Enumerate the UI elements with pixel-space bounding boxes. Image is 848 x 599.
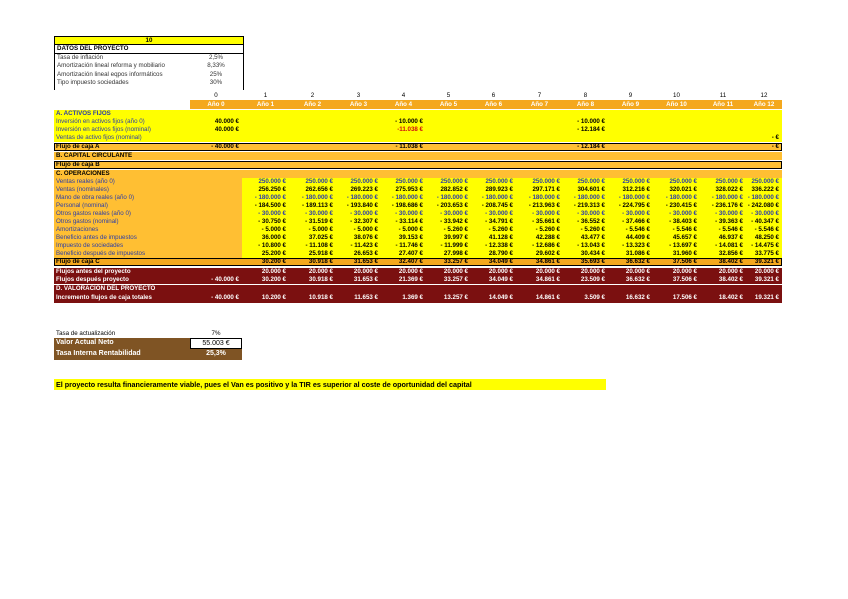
row-bg-flujo_b: [54, 161, 782, 169]
row-value: - 40.347 €: [746, 218, 782, 226]
row-value: 45.657 €: [653, 234, 700, 242]
period-number: 4: [401, 92, 406, 99]
van-value: 55.003 €: [190, 338, 242, 349]
row-value: 328.022 €: [700, 186, 746, 194]
row-value: - 184.500 €: [242, 202, 289, 210]
row-label: Flujos antes del proyecto: [56, 268, 131, 275]
row-value: - 11.423 €: [336, 242, 381, 250]
row-value: 37.025 €: [289, 234, 336, 242]
row-value: - 30.000 €: [242, 210, 289, 218]
row-value: 289.923 €: [471, 186, 516, 194]
row-value: - 40.000 €: [211, 294, 239, 301]
row-value: - 224.795 €: [608, 202, 653, 210]
row-value: 33.775 €: [746, 250, 782, 258]
row-value: 250.000 €: [516, 178, 563, 186]
row-value: - 35.661 €: [516, 218, 563, 226]
tir-value: 25,3%: [206, 350, 226, 357]
row-value: 250.000 €: [563, 178, 608, 186]
period-number: 7: [537, 92, 542, 99]
row-value: 3.509 €: [584, 294, 605, 301]
row-value: - 180.000 €: [471, 194, 516, 202]
row-label: Beneficio después de impuestos: [56, 250, 146, 257]
row-value: - 11.999 €: [426, 242, 471, 250]
row-value: - 193.840 €: [336, 202, 381, 210]
row-value: 39.997 €: [426, 234, 471, 242]
row-value: -11.038 €: [397, 126, 423, 133]
row-value: 32.856 €: [700, 250, 746, 258]
period-number: 12: [760, 92, 768, 99]
row-label: Ventas de activo fijos (nominal): [56, 134, 142, 141]
row-value: 14.861 €: [535, 294, 560, 301]
row-value: - 14.475 €: [746, 242, 782, 250]
row-value: 30.200 €: [261, 258, 286, 265]
row-value: 20.000 €: [625, 268, 650, 275]
row-value: 250.000 €: [700, 178, 746, 186]
conclusion-text: El proyecto resulta financieramente viable, pues el Van es positivo y la TIR es superior al coste de oportunidad del capital: [56, 380, 472, 389]
row-value: - 5.546 €: [700, 226, 746, 234]
param-value: 8,33%: [207, 62, 225, 70]
row-value: 23.509 €: [580, 276, 605, 283]
row-value: - 38.403 €: [653, 218, 700, 226]
row-value: - 37.466 €: [608, 218, 653, 226]
row-value: 25.918 €: [289, 250, 336, 258]
section-c: C. OPERACIONES: [56, 170, 110, 177]
param-value: 2,5%: [208, 54, 224, 61]
row-value: 31.653 €: [353, 276, 378, 283]
row-value: 250.000 €: [471, 178, 516, 186]
section-b: B. CAPITAL CIRCULANTE: [56, 152, 133, 159]
row-value: - 5.260 €: [563, 226, 608, 234]
row-value: 37.506 €: [672, 276, 697, 283]
row-value: 20.000 €: [353, 268, 378, 275]
year-header: Año 3: [349, 101, 368, 108]
period-number: 11: [719, 92, 727, 99]
row-value: 10.200 €: [261, 294, 286, 301]
row-value: 20.000 €: [398, 268, 423, 275]
row-value: - 5.546 €: [746, 226, 782, 234]
row-value: - 5.260 €: [426, 226, 471, 234]
row-value: 14.049 €: [488, 294, 513, 301]
row-value: 31.653 €: [353, 258, 378, 265]
row-value: - 11.038 €: [395, 143, 423, 150]
row-value: 42.288 €: [516, 234, 563, 242]
row-value: - 31.519 €: [289, 218, 336, 226]
row-value: 13.257 €: [443, 294, 468, 301]
row-value: 262.656 €: [289, 186, 336, 194]
row-value: - 12.338 €: [471, 242, 516, 250]
row-value: 20.000 €: [488, 268, 513, 275]
row-value: - 12.184 €: [577, 143, 605, 150]
row-bg-b: [54, 152, 782, 160]
row-value: - 32.307 €: [336, 218, 381, 226]
row-label: Amortizaciones: [56, 226, 99, 233]
rate-label: Tasa de actualización: [56, 330, 116, 337]
row-value: 34.049 €: [488, 258, 513, 265]
row-value: - 13.697 €: [653, 242, 700, 250]
row-value: 20.000 €: [443, 268, 468, 275]
row-value: - 10.000 €: [577, 118, 605, 125]
row-value: - 30.000 €: [746, 210, 782, 218]
row-value: - 40.000 €: [211, 143, 239, 150]
row-value: 30.918 €: [308, 258, 333, 265]
row-value: 30.434 €: [563, 250, 608, 258]
row-label: Flujo de caja A: [56, 143, 100, 150]
row-value: 20.000 €: [308, 268, 333, 275]
row-label: Flujo de caja C: [56, 258, 100, 265]
row-value: - 230.415 €: [653, 202, 700, 210]
row-value: - 219.313 €: [563, 202, 608, 210]
row-value: 37.506 €: [672, 258, 697, 265]
row-label: Inversión en activos fijos (nominal): [56, 126, 151, 133]
row-value: 27.998 €: [426, 250, 471, 258]
row-value: - 5.000 €: [289, 226, 336, 234]
row-bg-a: [54, 110, 782, 118]
section-a: A. ACTIVOS FIJOS: [56, 110, 111, 117]
row-value: - 180.000 €: [700, 194, 746, 202]
row-value: - 180.000 €: [289, 194, 336, 202]
row-label: Otros gastos (nominal): [56, 218, 119, 225]
row-value: 39.321 €: [754, 276, 779, 283]
row-value: - 203.653 €: [426, 202, 471, 210]
row-value: 250.000 €: [381, 178, 426, 186]
row-value: 11.653 €: [354, 294, 378, 301]
row-value: - 242.080 €: [746, 202, 782, 210]
row-value: 41.128 €: [471, 234, 516, 242]
row-value: - 30.000 €: [471, 210, 516, 218]
row-value: - 30.000 €: [653, 210, 700, 218]
row-value: 250.000 €: [289, 178, 336, 186]
row-value: - 180.000 €: [381, 194, 426, 202]
period-number: 6: [491, 92, 496, 99]
year-header: Año 5: [439, 101, 458, 108]
period-number: 5: [446, 92, 451, 99]
row-value: 1.369 €: [402, 294, 423, 301]
row-value: - 40.000 €: [211, 276, 239, 283]
row-value: 38.076 €: [336, 234, 381, 242]
row-value: - 180.000 €: [516, 194, 563, 202]
row-value: - 180.000 €: [426, 194, 471, 202]
year-header: Año 4: [394, 101, 413, 108]
section-d: D. VALORACIÓN DEL PROYECTO: [56, 285, 156, 292]
row-value: 20.000 €: [535, 268, 560, 275]
row-value: 282.852 €: [426, 186, 471, 194]
period-number: 10: [673, 92, 680, 99]
row-value: 19.321 €: [754, 294, 779, 301]
row-label: Beneficio antes de impuestos: [56, 234, 137, 241]
row-value: 250.000 €: [653, 178, 700, 186]
row-value: 36.000 €: [242, 234, 289, 242]
row-label: Flujo de caja B: [56, 161, 100, 168]
row-value: 320.021 €: [653, 186, 700, 194]
row-value: - 13.323 €: [608, 242, 653, 250]
row-value: 269.223 €: [336, 186, 381, 194]
row-value: - 208.745 €: [471, 202, 516, 210]
year-header: Año 1: [256, 101, 275, 108]
row-value: - 5.260 €: [471, 226, 516, 234]
row-value: - €: [771, 143, 779, 150]
row-value: - 34.791 €: [471, 218, 516, 226]
row-value: - 30.000 €: [563, 210, 608, 218]
row-value: - 180.000 €: [563, 194, 608, 202]
row-value: 20.000 €: [580, 268, 605, 275]
row-value: - 30.000 €: [700, 210, 746, 218]
row-value: - 198.686 €: [381, 202, 426, 210]
row-bg-c: [54, 170, 782, 178]
year-header: Año 2: [303, 101, 322, 108]
row-value: 36.632 €: [625, 276, 650, 283]
row-value: - 5.000 €: [381, 226, 426, 234]
row-label: Personal (nominal): [56, 202, 108, 209]
year-header: Año 9: [621, 101, 640, 108]
row-value: - 13.043 €: [563, 242, 608, 250]
row-label: Inversión en activos fijos (año 0): [56, 118, 145, 125]
row-value: - 30.000 €: [381, 210, 426, 218]
row-value: 34.049 €: [488, 276, 513, 283]
param-label: Tipo impuesto sociedades: [57, 78, 129, 86]
rate-value: 7%: [211, 330, 221, 337]
period-number: 8: [583, 92, 588, 99]
period-number: 0: [214, 92, 218, 99]
row-label: Impuesto de sociedades: [56, 242, 124, 249]
row-value: 21.369 €: [398, 276, 423, 283]
row-value: - 39.363 €: [700, 218, 746, 226]
row-value: - 5.546 €: [608, 226, 653, 234]
row-label: Otros gastos reales (año 0): [56, 210, 131, 217]
year-header: Año 11: [712, 101, 734, 108]
row-value: - 180.000 €: [608, 194, 653, 202]
row-value: 44.409 €: [608, 234, 653, 242]
row-label: Ventas (nominales): [56, 186, 109, 193]
row-value: 250.000 €: [426, 178, 471, 186]
period-number: 9: [628, 92, 633, 99]
param-label: Tasa de inflación: [57, 54, 104, 61]
row-value: - 5.000 €: [242, 226, 289, 234]
year-header: Año 8: [576, 101, 595, 108]
row-value: - 30.000 €: [289, 210, 336, 218]
row-value: 256.250 €: [242, 186, 289, 194]
year-header: Año 6: [484, 101, 503, 108]
row-value: 20.000 €: [261, 268, 286, 275]
van-label: Valor Actual Neto: [56, 339, 114, 346]
row-value: 46.937 €: [700, 234, 746, 242]
row-value: 250.000 €: [746, 178, 782, 186]
row-value: 25.200 €: [242, 250, 289, 258]
row-value: 27.407 €: [381, 250, 426, 258]
row-label: Flujos después proyecto: [56, 276, 129, 283]
param-value: 30%: [209, 78, 223, 86]
row-value: 336.222 €: [746, 186, 782, 194]
row-value: - 10.000 €: [395, 118, 423, 125]
row-value: 30.918 €: [308, 276, 333, 283]
row-value: 40.000 €: [214, 118, 239, 125]
row-value: - 30.000 €: [426, 210, 471, 218]
row-value: 20.000 €: [718, 268, 743, 275]
row-value: - 5.260 €: [516, 226, 563, 234]
row-value: 34.861 €: [535, 276, 560, 283]
row-value: 39.321 €: [754, 258, 779, 265]
row-value: - 30.000 €: [336, 210, 381, 218]
row-value: - 33.942 €: [426, 218, 471, 226]
row-value: 26.653 €: [336, 250, 381, 258]
row-value: - 189.113 €: [289, 202, 336, 210]
param-label: Amortización lineal reforma y mobiliario: [57, 62, 165, 70]
row-value: 250.000 €: [336, 178, 381, 186]
row-value: - €: [771, 134, 779, 141]
row-value: 33.257 €: [443, 276, 468, 283]
row-value: 20.000 €: [754, 268, 779, 275]
row-value: 31.086 €: [608, 250, 653, 258]
row-value: - 30.000 €: [516, 210, 563, 218]
row-value: 18.402 €: [718, 294, 743, 301]
param-label: Amortización lineal eqpos informáticos: [57, 70, 163, 78]
row-value: 250.000 €: [242, 178, 289, 186]
row-value: - 11.746 €: [381, 242, 426, 250]
row-value: - 213.963 €: [516, 202, 563, 210]
row-value: 33.257 €: [443, 258, 468, 265]
row-value: 38.402 €: [718, 258, 743, 265]
row-value: - 5.000 €: [336, 226, 381, 234]
row-value: - 12.184 €: [577, 126, 605, 133]
row-value: - 10.800 €: [242, 242, 289, 250]
row-value: - 12.686 €: [516, 242, 563, 250]
row-value: 250.000 €: [608, 178, 653, 186]
row-label: Mano de obra reales (año 0): [56, 194, 135, 201]
row-value: - 180.000 €: [242, 194, 289, 202]
row-label: Ventas reales (año 0): [56, 178, 115, 185]
row-value: - 30.000 €: [608, 210, 653, 218]
row-value: - 30.750 €: [242, 218, 289, 226]
row-value: 43.477 €: [563, 234, 608, 242]
row-value: 20.000 €: [672, 268, 697, 275]
row-value: 34.861 €: [535, 258, 560, 265]
param-value: 25%: [209, 70, 223, 78]
row-value: 35.693 €: [580, 258, 605, 265]
row-value: 39.153 €: [381, 234, 426, 242]
row-value: 275.953 €: [381, 186, 426, 194]
row-value: 38.402 €: [718, 276, 743, 283]
row-value: 40.000 €: [214, 126, 239, 133]
project-title: DATOS DEL PROYECTO: [57, 45, 129, 52]
row-value: - 33.114 €: [381, 218, 426, 226]
year-header: Año 10: [666, 101, 687, 108]
row-value: - 11.108 €: [289, 242, 336, 250]
row-value: 10.918 €: [308, 294, 333, 301]
year-header: Año 12: [753, 101, 775, 108]
period-number: 2: [310, 92, 315, 99]
row-value: 31.960 €: [653, 250, 700, 258]
row-label: Incremento flujos de caja totales: [56, 294, 152, 301]
row-value: 30.200 €: [261, 276, 286, 283]
year-header: Año 7: [530, 101, 549, 108]
row-value: 312.216 €: [608, 186, 653, 194]
period-number: 1: [263, 92, 268, 99]
row-value: 36.632 €: [625, 258, 650, 265]
row-value: - 236.176 €: [700, 202, 746, 210]
row-value: - 5.546 €: [653, 226, 700, 234]
year-header: Año 0: [207, 101, 225, 108]
row-value: 28.790 €: [471, 250, 516, 258]
row-value: 48.250 €: [746, 234, 782, 242]
tir-label: Tasa Interna Rentabilidad: [56, 350, 141, 357]
row-value: - 180.000 €: [653, 194, 700, 202]
row-bg-ventas_af: [54, 134, 782, 142]
row-value: 32.407 €: [398, 258, 423, 265]
row-value: 17.506 €: [672, 294, 697, 301]
header-cell: 10: [54, 36, 244, 45]
row-value: 297.171 €: [516, 186, 563, 194]
period-number: 3: [356, 92, 361, 99]
row-bg-d: [54, 285, 782, 293]
row-value: - 14.081 €: [700, 242, 746, 250]
row-value: 29.602 €: [516, 250, 563, 258]
row-value: 304.601 €: [563, 186, 608, 194]
row-value: - 180.000 €: [746, 194, 782, 202]
row-value: - 36.552 €: [563, 218, 608, 226]
row-value: - 180.000 €: [336, 194, 381, 202]
row-value: 16.632 €: [625, 294, 650, 301]
